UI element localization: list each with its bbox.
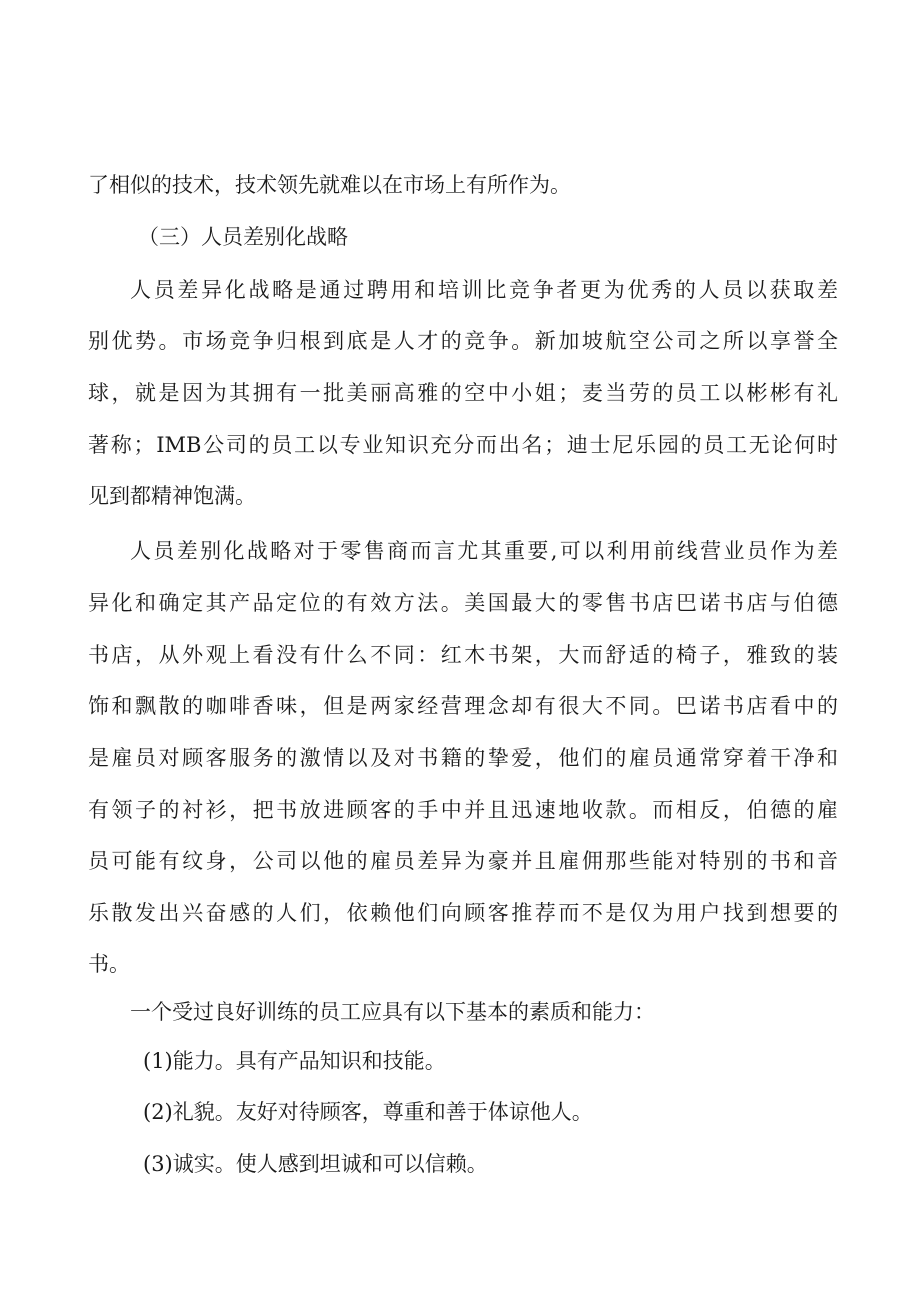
paragraph-1-line: 人 员 差 异 化 战 略 是 通 过 聘 用 和 培 训 比 竞 争 者 更 为 优 秀 的 人 员 以 获 取 差: [130, 278, 838, 302]
paragraph-1-line: 球 ， 就 是 因 为 其 拥 有 一 批 美 丽 高 雅 的 空 中 小 姐 ； 麦 当 劳 的 员 工 以 彬 彬 有 礼: [88, 381, 838, 405]
paragraph-1-line: 著 称 ； IMB 公 司 的 员 工 以 专 业 知 识 充 分 而 出 名 ； 迪 士 尼 乐 园 的 员 工 无 论 何 时: [88, 433, 838, 457]
paragraph-1-line: 见到都精神饱满。: [88, 484, 256, 508]
paragraph-3: 一个受过良好训练的员工应具有以下基本的素质和能力：: [130, 1000, 655, 1024]
continuation-line: 了相似的技术，技术领先就难以在市场上有所作为。: [88, 173, 571, 197]
paragraph-2-line: 异 化 和 确 定 其 产 品 定 位 的 有 效 方 法 。 美 国 最 大 的 零 售 书 店 巴 诺 书 店 与 伯 德: [88, 591, 838, 615]
section-heading: （三）人员差别化战略: [138, 225, 348, 249]
list-item: (3)诚实。使人感到坦诚和可以信赖。: [143, 1152, 488, 1176]
paragraph-2-line: 人 员 差 别 化 战 略 对 于 零 售 商 而 言 尤 其 重 要 , 可 以 利 用 前 线 营 业 员 作 为 差: [130, 539, 838, 563]
list-item: (2)礼貌。友好对待顾客，尊重和善于体谅他人。: [143, 1100, 593, 1124]
list-item: (1)能力。具有产品知识和技能。: [143, 1049, 446, 1073]
paragraph-2-line: 员 可 能 有 纹 身 ， 公 司 以 他 的 雇 员 差 异 为 豪 并 且 雇 佣 那 些 能 对 特 别 的 书 和 音: [88, 849, 838, 873]
paragraph-2-line: 饰 和 飘 散 的 咖 啡 香 味 ， 但 是 两 家 经 营 理 念 却 有 很 大 不 同 。 巴 诺 书 店 看 中 的: [88, 694, 838, 718]
paragraph-2-line: 乐 散 发 出 兴 奋 感 的 人 们 ， 依 赖 他 们 向 顾 客 推 荐 而 不 是 仅 为 用 户 找 到 想 要 的: [88, 901, 838, 925]
paragraph-2-line: 书 店 ， 从 外 观 上 看 没 有 什 么 不 同 ： 红 木 书 架 ， 大 而 舒 适 的 椅 子 ， 雅 致 的 装: [88, 643, 838, 667]
paragraph-1-line: 别 优 势 。 市 场 竞 争 归 根 到 底 是 人 才 的 竞 争 。 新 加 坡 航 空 公 司 之 所 以 享 誉 全: [88, 329, 838, 353]
paragraph-2-line: 书。: [88, 952, 130, 976]
paragraph-2-line: 有 领 子 的 衬 衫 ， 把 书 放 进 顾 客 的 手 中 并 且 迅 速 地 收 款 。 而 相 反 ， 伯 德 的 雇: [88, 798, 838, 822]
paragraph-2-line: 是 雇 员 对 顾 客 服 务 的 激 情 以 及 对 书 籍 的 挚 爱 ， 他 们 的 雇 员 通 常 穿 着 干 净 和: [88, 746, 838, 770]
